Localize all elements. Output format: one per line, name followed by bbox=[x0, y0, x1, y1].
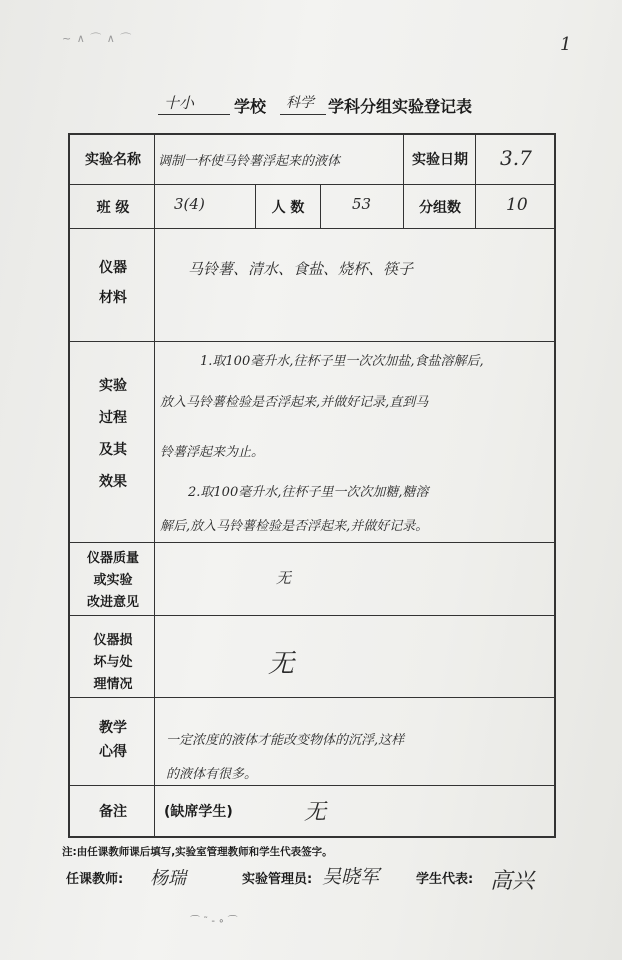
materials-label-line-2: 材料 bbox=[99, 290, 127, 306]
materials-value: 马铃薯、清水、食盐、烧杯、筷子 bbox=[188, 260, 414, 278]
row-divider bbox=[70, 615, 554, 616]
bottom-mark: ⌒ ˜ - ∘ ⌒ bbox=[190, 916, 238, 927]
absent-students-hint: (缺席学生) bbox=[164, 804, 233, 820]
record-table bbox=[68, 133, 556, 838]
student-rep-signature: 高兴 bbox=[490, 869, 535, 894]
quality-value: 无 bbox=[276, 569, 292, 587]
damage-label-line-2: 坏与处 bbox=[93, 655, 133, 670]
row-divider bbox=[70, 697, 554, 698]
subject-underline bbox=[280, 114, 326, 115]
form-title bbox=[150, 92, 490, 120]
student-count-value: 53 bbox=[352, 195, 372, 213]
school-underline bbox=[158, 114, 230, 115]
experiment-name-label: 实验名称 bbox=[85, 152, 141, 168]
class-value: 3(4) bbox=[174, 195, 205, 213]
group-count-label: 分组数 bbox=[419, 200, 461, 216]
school-name: 十小 bbox=[164, 94, 195, 112]
row-divider bbox=[70, 542, 554, 543]
damage-value: 无 bbox=[268, 649, 295, 679]
process-line: 2.取100毫升水,往杯子里一次次加糖,糖溶 bbox=[188, 485, 429, 500]
row-divider bbox=[70, 785, 554, 786]
process-label-line-2: 过程 bbox=[99, 410, 127, 426]
row-divider bbox=[70, 228, 554, 229]
process-label-line-4: 效果 bbox=[99, 474, 127, 490]
experiment-date-label: 实验日期 bbox=[412, 152, 468, 168]
reflection-label-line-1: 教学 bbox=[99, 720, 127, 736]
reflection-label-line-2: 心得 bbox=[99, 744, 127, 760]
student-rep-label: 学生代表: bbox=[416, 872, 474, 887]
admin-signature: 吴晓军 bbox=[322, 866, 380, 888]
column-divider bbox=[475, 184, 476, 228]
damage-label-line-3: 理情况 bbox=[93, 677, 133, 692]
remarks-value: 无 bbox=[304, 800, 327, 825]
corner-mark: ~ ∧ ⌒ ∧ ⌒ bbox=[62, 32, 133, 45]
experiment-date-value: 3.7 bbox=[500, 146, 532, 170]
column-divider bbox=[320, 184, 321, 228]
admin-label: 实验管理员: bbox=[242, 872, 313, 887]
process-line: 铃薯浮起来为止。 bbox=[160, 445, 265, 460]
column-divider bbox=[154, 135, 155, 836]
experiment-name-value: 调制一杯使马铃薯浮起来的液体 bbox=[158, 154, 341, 169]
process-line: 1.取100毫升水,往杯子里一次次加盐,食盐溶解后, bbox=[200, 354, 484, 369]
group-count-value: 10 bbox=[506, 195, 528, 215]
process-line: 解后,放入马铃薯检验是否浮起来,并做好记录。 bbox=[160, 519, 429, 534]
student-count-label: 人 数 bbox=[271, 200, 305, 216]
class-label: 班 级 bbox=[96, 200, 130, 216]
subject-name: 科学 bbox=[286, 95, 314, 111]
teacher-label: 任课教师: bbox=[66, 872, 124, 887]
damage-label-line-1: 仪器损 bbox=[93, 633, 133, 648]
materials-label-line-1: 仪器 bbox=[99, 260, 127, 276]
column-divider bbox=[255, 184, 256, 228]
process-line: 放入马铃薯检验是否浮起来,并做好记录,直到马 bbox=[160, 395, 429, 410]
row-divider bbox=[70, 341, 554, 342]
teacher-signature: 杨瑞 bbox=[150, 868, 186, 889]
row-divider bbox=[70, 184, 554, 185]
quality-label-line-3: 改进意见 bbox=[86, 595, 139, 610]
process-label-line-1: 实验 bbox=[99, 378, 127, 394]
school-label: 学校 bbox=[234, 97, 267, 116]
form-title-text: 学科分组实验登记表 bbox=[328, 97, 473, 116]
quality-label-line-2: 或实验 bbox=[93, 573, 133, 588]
column-divider bbox=[475, 135, 476, 184]
quality-label-line-1: 仪器质量 bbox=[86, 551, 139, 566]
page-number: 1 bbox=[560, 34, 572, 55]
reflection-line: 的液体有很多。 bbox=[166, 767, 258, 782]
remarks-label: 备注 bbox=[99, 804, 127, 820]
reflection-line: 一定浓度的液体才能改变物体的沉浮,这样 bbox=[166, 733, 405, 748]
footer-note: 注:由任课教师课后填写,实验室管理教师和学生代表签字。 bbox=[62, 846, 333, 858]
column-divider bbox=[403, 184, 404, 228]
process-label-line-3: 及其 bbox=[99, 442, 127, 458]
